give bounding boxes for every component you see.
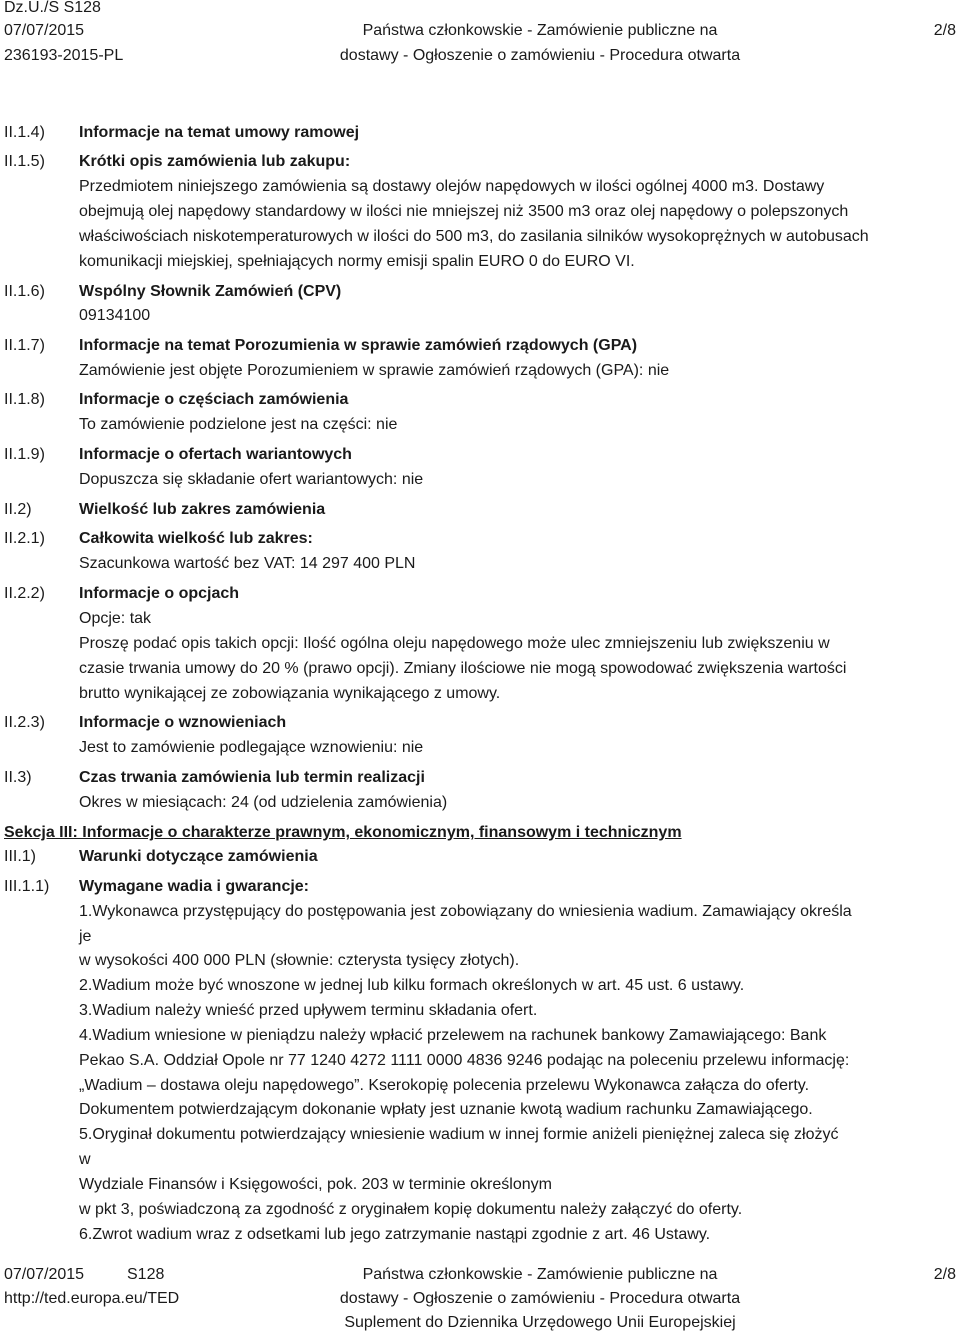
section-value-II-3: Okres w miesiącach: 24 (od udzielenia zamówienia): [79, 794, 448, 811]
header-journal: Dz.U./S S128: [4, 0, 101, 16]
section-title-III-1-1: Wymagane wadia i gwarancje:: [79, 878, 310, 895]
guarantee-line: 4.Wadium wniesione w pieniądzu należy wpłacić przelewem na rachunek bankowy Zamawiającego: Bank: [79, 1027, 827, 1044]
footer-url[interactable]: http://ted.europa.eu/TED: [4, 1290, 180, 1307]
section-number-II-1-5: II.1.5): [4, 153, 45, 170]
section-value-II-1-9: Dopuszcza się składanie ofert wariantowych: nie: [79, 471, 424, 488]
section-title-II-3: Czas trwania zamówienia lub termin realizacji: [79, 769, 425, 786]
description-line: Przedmiotem niniejszego zamówienia są dostawy olejów napędowych w ilości ogólnej 4000 m3. Dostawy: [79, 178, 825, 195]
section-title-II-1-7: Informacje na temat Porozumienia w sprawie zamówień rządowych (GPA): [79, 337, 638, 354]
section-title-II-2-2: Informacje o opcjach: [79, 585, 240, 602]
header-title-line2: dostawy - Ogłoszenie o zamówieniu - Procedura otwarta: [339, 47, 741, 64]
guarantee-line: 1.Wykonawca przystępujący do postępowania jest zobowiązany do wniesienia wadium. Zamawiający określa: [79, 903, 852, 920]
options-description-line: brutto wynikającej ze zobowiązania wynikającego z umowy.: [79, 685, 501, 702]
guarantee-line: 2.Wadium może być wnoszone w jednej lub kilku formach określonych w art. 45 ust. 6 ustawy.: [79, 977, 745, 994]
guarantee-line: w: [79, 1151, 91, 1168]
guarantee-line: w wysokości 400 000 PLN (słownie: czterysta tysięcy złotych).: [79, 952, 520, 969]
section-title-II-1-9: Informacje o ofertach wariantowych: [79, 446, 352, 463]
section-value-II-2-3: Jest to zamówienie podlegające wznowieniu: nie: [79, 739, 424, 756]
section-title-II-2-1: Całkowita wielkość lub zakres:: [79, 530, 313, 547]
guarantee-line: Dokumentem potwierdzającym dokonanie wpłaty jest uznanie kwotą wadium rachunku Zamawiającego.: [79, 1101, 813, 1118]
guarantee-line: „Wadium – dostawa oleju napędowego”. Kserokopię polecenia przelewu Wykonawca załącza do oferty.: [79, 1077, 810, 1094]
footer-title-line3: Suplement do Dziennika Urzędowego Unii Europejskiej: [344, 1314, 736, 1331]
guarantee-line: w pkt 3, poświadczoną za zgodność z oryginałem kopię dokumentu należy załączyć do oferty.: [79, 1201, 743, 1218]
cpv-code: 09134100: [79, 307, 151, 324]
footer-date: 07/07/2015: [4, 1266, 85, 1283]
section-value-II-1-7: Zamówienie jest objęte Porozumieniem w sprawie zamówień rządowych (GPA): nie: [79, 362, 670, 379]
footer-journal: S128: [127, 1266, 165, 1283]
header-date: 07/07/2015: [4, 22, 85, 39]
section-number-II-2: II.2): [4, 501, 32, 518]
estimated-value: Szacunkowa wartość bez VAT: 14 297 400 PLN: [79, 555, 416, 572]
guarantee-line: Wydziale Finansów i Księgowości, pok. 203 w terminie określonym: [79, 1176, 552, 1193]
section-title-II-1-6: Wspólny Słownik Zamówień (CPV): [79, 283, 342, 300]
header-title-line1: Państwa członkowskie - Zamówienie publiczne na: [362, 22, 718, 39]
description-line: obejmują olej napędowy standardowy w ilości nie mniejszej niż 3500 m3 oraz olej napędowy o polepszonych: [79, 203, 849, 220]
description-line: właściwościach niskotemperaturowych w ilości do 500 m3, do zasilania silników wysokoprężnych w autobusach: [79, 228, 869, 245]
section-number-II-2-2: II.2.2): [4, 585, 45, 602]
footer-title-line2: dostawy - Ogłoszenie o zamówieniu - Procedura otwarta: [339, 1290, 741, 1307]
section-number-II-1-7: II.1.7): [4, 337, 45, 354]
section-number-II-2-3: II.2.3): [4, 714, 45, 731]
section-number-III-1-1: III.1.1): [4, 878, 50, 895]
header-ref: 236193-2015-PL: [4, 47, 124, 64]
section-title-III-1: Warunki dotyczące zamówienia: [79, 848, 318, 865]
section-title-II-1-8: Informacje o częściach zamówienia: [79, 391, 349, 408]
footer-page-number: 2/8: [933, 1266, 956, 1283]
guarantee-line: 6.Zwrot wadium wraz z odsetkami lub jego zatrzymanie nastąpi zgodnie z art. 46 Ustawy.: [79, 1226, 711, 1243]
section-value-II-1-8: To zamówienie podzielone jest na części: nie: [79, 416, 398, 433]
section-number-III-1: III.1): [4, 848, 37, 865]
guarantee-line: Pekao S.A. Oddział Opole nr 77 1240 4272 1111 0000 4836 9246 podając na poleceniu przelewu informację:: [79, 1052, 850, 1069]
section-number-II-2-1: II.2.1): [4, 530, 45, 547]
guarantee-line: je: [79, 928, 92, 945]
guarantee-line: 3.Wadium należy wnieść przed upływem terminu składania ofert.: [79, 1002, 538, 1019]
options-description-line: czasie trwania umowy do 20 % (prawo opcji). Zmiany ilościowe nie mogą spowodować zwiększenia wartości: [79, 660, 847, 677]
section-number-II-3: II.3): [4, 769, 32, 786]
header-page-number: 2/8: [933, 22, 956, 39]
guarantee-line: 5.Oryginał dokumentu potwierdzający wniesienie wadium w innej formie aniżeli pieniężnej zaleca się złożyć: [79, 1126, 839, 1143]
section-heading-III: Sekcja III: Informacje o charakterze prawnym, ekonomicznym, finansowym i technicznym: [4, 824, 682, 841]
section-title-II-1-4: Informacje na temat umowy ramowej: [79, 124, 360, 141]
section-number-II-1-6: II.1.6): [4, 283, 45, 300]
section-number-II-1-9: II.1.9): [4, 446, 45, 463]
section-number-II-1-8: II.1.8): [4, 391, 45, 408]
footer-title-line1: Państwa członkowskie - Zamówienie publiczne na: [362, 1266, 718, 1283]
options-description-line: Proszę podać opis takich opcji: Ilość ogólna oleju napędowego może ulec zmniejszeniu lub zwiększeniu w: [79, 635, 830, 652]
description-line: komunikacji miejskiej, spełniających normy emisji spalin EURO 0 do EURO VI.: [79, 253, 635, 270]
options-value: Opcje: tak: [79, 610, 152, 627]
section-title-II-1-5: Krótki opis zamówienia lub zakupu:: [79, 153, 351, 170]
section-title-II-2: Wielkość lub zakres zamówienia: [79, 501, 326, 518]
section-title-II-2-3: Informacje o wznowieniach: [79, 714, 287, 731]
section-number-II-1-4: II.1.4): [4, 124, 45, 141]
